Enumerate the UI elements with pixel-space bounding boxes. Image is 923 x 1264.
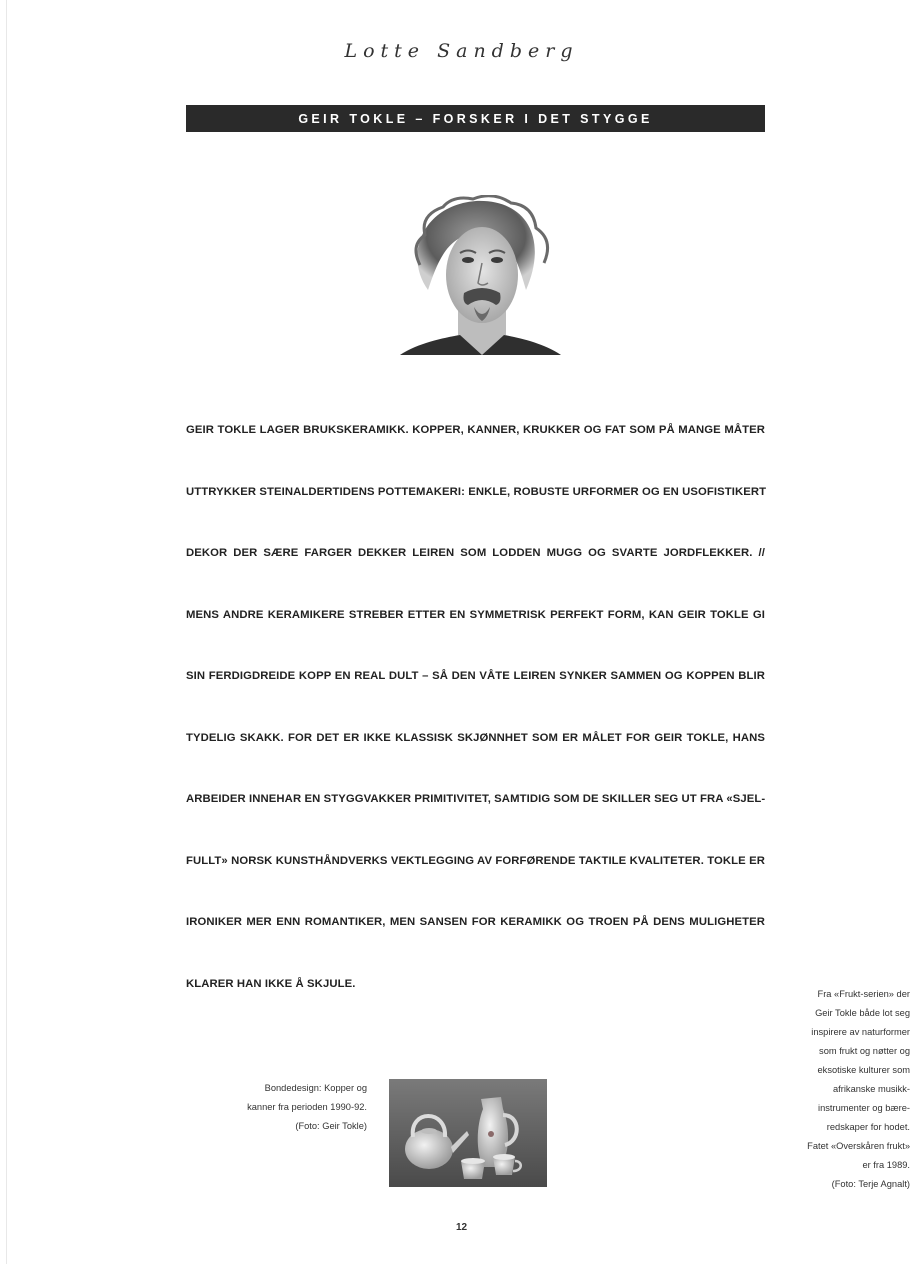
side-caption [780, 985, 910, 1194]
side-caption-line: inspirere av naturformer [811, 1027, 910, 1037]
page-edge [6, 0, 7, 1264]
side-caption-line: Fatet «Overskåren frukt» [807, 1141, 910, 1151]
article-line: SIN FERDIGDREIDE KOPP EN REAL DULT – SÅ DEN VÅTE LEIREN SYNKER SAMMEN OG KOPPEN BLIR [186, 670, 765, 682]
photo-caption-line: Bondedesign: Kopper og [264, 1083, 367, 1093]
portrait-photo [398, 195, 563, 355]
ceramics-photo [389, 1079, 547, 1187]
side-caption-line: instrumenter og bære- [818, 1103, 910, 1113]
article-line: IRONIKER MER ENN ROMANTIKER, MEN SANSEN FOR KERAMIKK OG TROEN PÅ DENS MULIGHETER [186, 916, 765, 928]
side-caption-line: eksotiske kulturer som [817, 1065, 910, 1075]
photo-caption-line: kanner fra perioden 1990-92. [247, 1102, 367, 1112]
page-number: 12 [455, 1222, 468, 1233]
author-name: Lotte Sandberg [344, 40, 579, 62]
side-caption-line: er fra 1989. [862, 1160, 910, 1170]
photo-caption-line: (Foto: Geir Tokle) [295, 1121, 367, 1131]
article-line: KLARER HAN IKKE Å SKJULE. [186, 977, 356, 990]
side-caption-line: (Foto: Terje Agnalt) [831, 1179, 910, 1189]
article-line: MENS ANDRE KERAMIKERE STREBER ETTER EN SYMMETRISK PERFEKT FORM, KAN GEIR TOKLE GI [186, 608, 765, 621]
portrait-icon [398, 195, 563, 355]
side-caption-line: som frukt og nøtter og [819, 1046, 910, 1056]
side-caption-line: Fra «Frukt-serien» der [817, 989, 910, 999]
article-line: UTTRYKKER STEINALDERTIDENS POTTEMAKERI: ENKLE, ROBUSTE URFORMER OG EN USOFISTIKERT [186, 485, 767, 498]
article-line: DEKOR DER SÆRE FARGER DEKKER LEIREN SOM LODDEN MUGG OG SVARTE JORDFLEKKER. // [186, 547, 765, 559]
side-caption-line: afrikanske musikk- [833, 1084, 910, 1094]
article-title-bar [186, 105, 765, 132]
side-caption-line: Geir Tokle både lot seg [815, 1008, 910, 1018]
article-line: ARBEIDER INNEHAR EN STYGGVAKKER PRIMITIVITET, SAMTIDIG SOM DE SKILLER SEG UT FRA «SJEL- [186, 793, 766, 805]
article-body [186, 420, 765, 1035]
article-line: GEIR TOKLE LAGER BRUKSKERAMIKK. KOPPER, KANNER, KRUKKER OG FAT SOM PÅ MANGE MÅTER [186, 424, 765, 436]
ceramics-icon [389, 1079, 547, 1187]
article-line: FULLT» NORSK KUNSTHÅNDVERKS VEKTLEGGING AV FORFØRENDE TAKTILE KVALITETER. TOKLE ER [186, 854, 765, 867]
side-caption-line: redskaper for hodet. [826, 1122, 910, 1132]
photo-caption [240, 1079, 367, 1136]
article-line: TYDELIG SKAKK. FOR DET ER IKKE KLASSISK SKJØNNHET SOM ER MÅLET FOR GEIR TOKLE, HANS [186, 731, 765, 744]
article-title: GEIR TOKLE – FORSKER I DET STYGGE [298, 111, 653, 126]
